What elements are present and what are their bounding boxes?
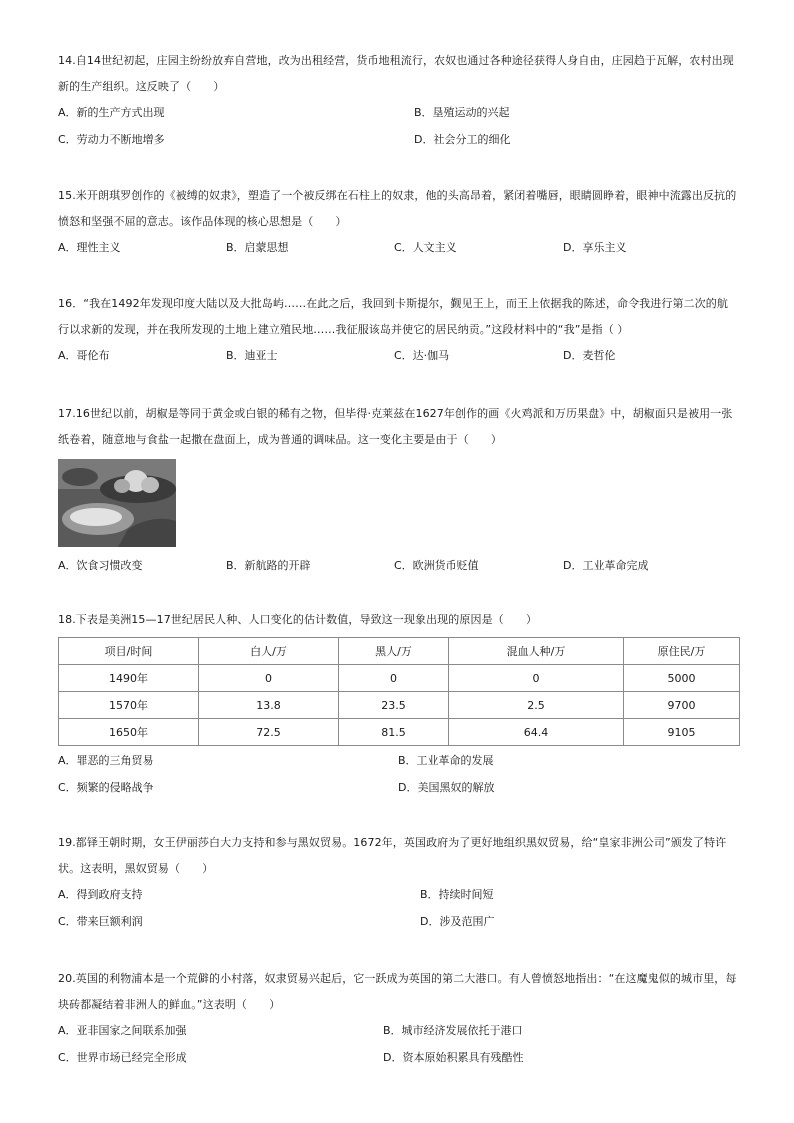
table-cell: 1490年 (59, 665, 199, 692)
option-a[interactable]: A．哥伦布 (58, 349, 110, 362)
option-c[interactable]: C．频繁的侵略战争 (58, 781, 154, 794)
table-row (59, 665, 740, 692)
table-cell: 1650年 (59, 719, 199, 746)
painting-illustration (58, 459, 176, 547)
option-b[interactable]: B．城市经济发展依托于港口 (383, 1024, 523, 1037)
option-a[interactable]: A．亚非国家之间联系加强 (58, 1024, 187, 1037)
question-stem: 19.都铎王朝时期，女王伊丽莎白大力支持和参与黑奴贸易。1672年，英国政府为了更好地组织黑奴贸易，给“皇家非洲公司”颁发了特许状。这表明，黑奴贸易（ ） (58, 836, 727, 875)
options-row (58, 100, 738, 127)
option-a[interactable]: A．饮食习惯改变 (58, 559, 143, 572)
question-stem: 18.下表是美洲15—17世纪居民人种、人口变化的估计数值，导致这一现象出现的原因是（ ） (58, 613, 538, 626)
option-d[interactable]: D．涉及范围广 (420, 915, 495, 928)
table-cell: 23.5 (339, 692, 449, 719)
option-d[interactable]: D．美国黑奴的解放 (398, 781, 495, 794)
question-stem: 16．“我在1492年发现印度大陆以及大批岛屿……在此之后，我回到卡斯提尔，觐见王上，而王上依据我的陈述，命令我进行第二次的航行以求新的发现，并在我所发现的土地上建立殖民地……我征服该岛并使它的居民纳贡。”这段材料中的“我”是指（ ） (58, 297, 728, 336)
question-14 (58, 48, 738, 154)
option-b[interactable]: B．迪亚士 (226, 349, 278, 362)
option-c[interactable]: C．人文主义 (394, 241, 457, 254)
question-18 (58, 607, 738, 802)
question-stem: 17.16世纪以前，胡椒是等同于黄金或白银的稀有之物，但毕得·克莱兹在1627年创作的画《火鸡派和万历果盘》中，胡椒面只是被用一张纸卷着，随意地与食盐一起撒在盘面上，成为普通的调味品。这一变化主要是由于（ ） (58, 407, 733, 446)
option-b[interactable]: B．垦殖运动的兴起 (414, 106, 510, 119)
options-row (58, 553, 738, 580)
table-header-row (59, 638, 740, 665)
option-b[interactable]: B．新航路的开辟 (226, 559, 311, 572)
table-cell: 9700 (624, 692, 740, 719)
option-a[interactable]: A．理性主义 (58, 241, 121, 254)
option-d[interactable]: D．享乐主义 (563, 241, 627, 254)
question-stem: 20.英国的利物浦本是一个荒僻的小村落，奴隶贸易兴起后，它一跃成为英国的第二大港口。有人曾愤怒地指出：“在这魔鬼似的城市里，每块砖都凝结着非洲人的鲜血。”这表明（ ） (58, 972, 737, 1011)
table-header-cell: 原住民/万 (624, 638, 740, 665)
still-life-painting-image (58, 459, 176, 547)
option-d[interactable]: D．社会分工的细化 (414, 133, 511, 146)
option-d[interactable]: D．麦哲伦 (563, 349, 616, 362)
options-row (58, 1045, 738, 1072)
table-cell: 5000 (624, 665, 740, 692)
option-c[interactable]: C．带来巨额利润 (58, 915, 143, 928)
option-a[interactable]: A．罪恶的三角贸易 (58, 754, 154, 767)
table-cell: 81.5 (339, 719, 449, 746)
options-row (58, 748, 738, 775)
table-cell: 13.8 (199, 692, 339, 719)
options-row (58, 882, 738, 909)
question-20 (58, 966, 738, 1072)
population-table (58, 637, 740, 746)
options-row (58, 235, 738, 262)
option-c[interactable]: C．劳动力不断地增多 (58, 133, 165, 146)
question-stem: 15.米开朗琪罗创作的《被缚的奴隶》，塑造了一个被反绑在石柱上的奴隶，他的头高昂着，紧闭着嘴唇，眼睛圆睁着，眼神中流露出反抗的愤怒和坚强不屈的意志。该作品体现的核心思想是（ ） (58, 189, 737, 228)
options-row (58, 127, 738, 154)
table-cell: 72.5 (199, 719, 339, 746)
table-header-cell: 混血人种/万 (449, 638, 624, 665)
table-cell: 1570年 (59, 692, 199, 719)
table-cell: 64.4 (449, 719, 624, 746)
table-row (59, 719, 740, 746)
table-header-cell: 黑人/万 (339, 638, 449, 665)
option-d[interactable]: D．资本原始积累具有残酷性 (383, 1051, 524, 1064)
table-cell: 9105 (624, 719, 740, 746)
options-row (58, 909, 738, 936)
option-b[interactable]: B．持续时间短 (420, 888, 494, 901)
table-cell: 0 (339, 665, 449, 692)
question-17 (58, 401, 738, 580)
question-19 (58, 830, 738, 936)
option-c[interactable]: C．欧洲货币贬值 (394, 559, 479, 572)
option-a[interactable]: A．新的生产方式出现 (58, 106, 165, 119)
question-stem: 14.自14世纪初起，庄园主纷纷放弃自营地，改为出租经营，货币地租流行，农奴也通过各种途径获得人身自由，庄园趋于瓦解，农村出现新的生产组织。这反映了（ ） (58, 54, 734, 93)
option-c[interactable]: C．世界市场已经完全形成 (58, 1051, 187, 1064)
option-b[interactable]: B．工业革命的发展 (398, 754, 494, 767)
table-cell: 2.5 (449, 692, 624, 719)
option-d[interactable]: D．工业革命完成 (563, 559, 649, 572)
option-a[interactable]: A．得到政府支持 (58, 888, 143, 901)
option-b[interactable]: B．启蒙思想 (226, 241, 289, 254)
table-header-cell: 白人/万 (199, 638, 339, 665)
options-row (58, 343, 738, 370)
table-cell: 0 (199, 665, 339, 692)
question-15 (58, 183, 738, 262)
table-row (59, 692, 740, 719)
options-row (58, 1018, 738, 1045)
option-c[interactable]: C．达·伽马 (394, 349, 450, 362)
question-16 (58, 291, 738, 370)
table-cell: 0 (449, 665, 624, 692)
table-header-cell: 项目/时间 (59, 638, 199, 665)
options-row (58, 775, 738, 802)
